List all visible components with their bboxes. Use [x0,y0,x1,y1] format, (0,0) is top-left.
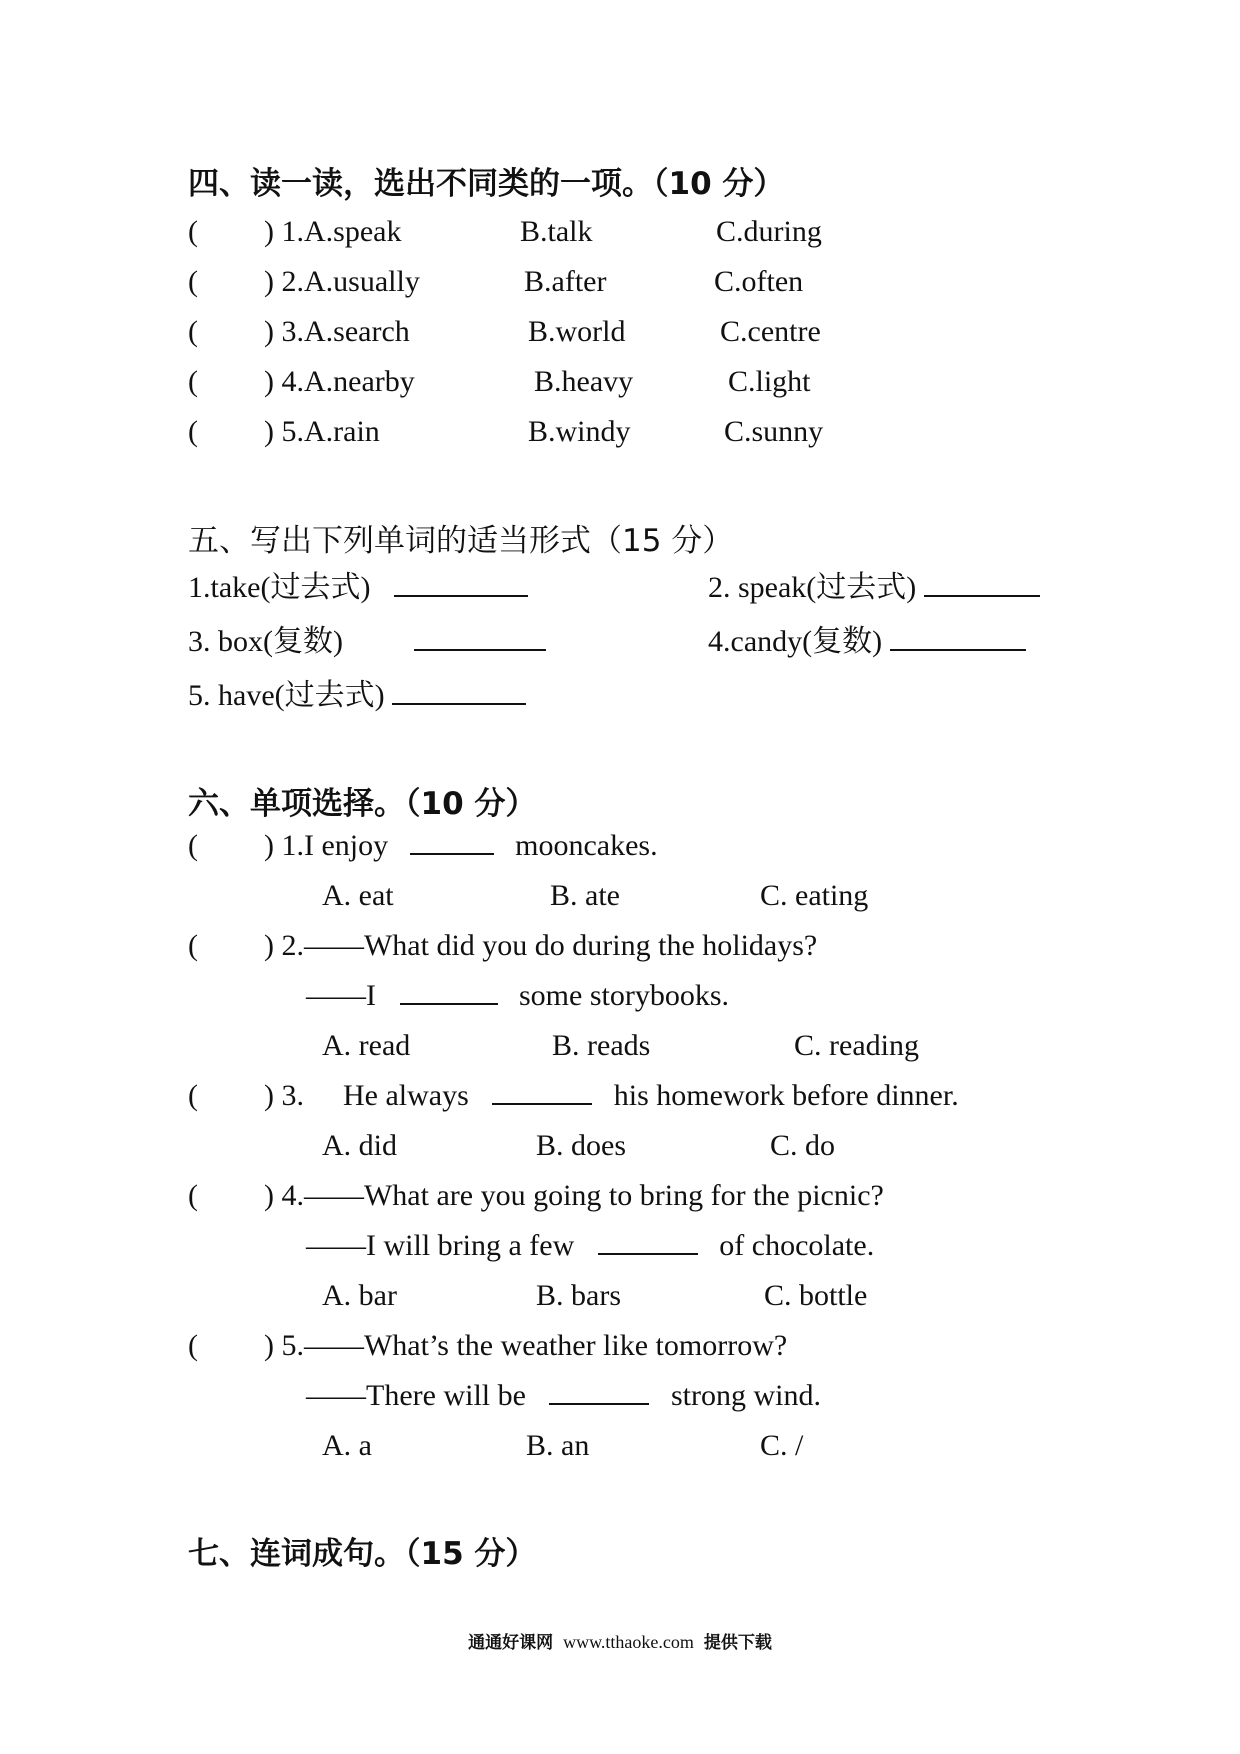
answer-blank[interactable] [392,677,526,705]
option-c: C. do [770,1129,836,1162]
option-b: B. an [526,1429,590,1462]
option-c: C. eating [760,879,869,912]
question-text [306,1376,821,1416]
answer-bracket: ( [188,415,198,448]
answer-blank[interactable] [924,569,1040,597]
word-form-item-1 [188,568,528,608]
word-form-label: 3. box(复数) [188,625,343,658]
footer-site-name: 通通好课网 [468,1633,554,1653]
option-a: A. did [322,1129,397,1162]
answer-bracket: ( [188,315,198,348]
item-option-a: ) 4.A.nearby [264,365,415,398]
question-prefix-text: ——I [306,979,376,1012]
item-option-a: ) 3.A.search [264,315,410,348]
word-form-item-4 [708,622,1026,662]
item-option-a: ) 2.A.usually [264,265,420,298]
option-b: B. bars [536,1279,621,1312]
option-b: B. ate [550,879,620,912]
item-option-c: C.light [728,365,811,398]
item-option-c: C.centre [720,315,821,348]
page-footer [0,1628,1240,1653]
question-text [264,826,658,866]
answer-blank[interactable] [492,1077,592,1105]
question-prefix-text: ——There will be [306,1379,526,1412]
answer-bracket: ( [188,829,198,862]
answer-blank[interactable] [598,1227,698,1255]
word-form-item-3 [188,622,546,662]
question-number-text: ) 2.——What did you do during the holidays? [264,929,818,962]
answer-bracket: ( [188,929,198,962]
answer-blank[interactable] [394,569,528,597]
option-c: C. reading [794,1029,919,1062]
item-option-b: B.heavy [534,365,634,398]
question-text [306,1226,874,1266]
question-number-text: ) 1.I enjoy [264,829,389,862]
word-form-label: 1.take(过去式) [188,571,371,604]
word-form-label: 2. speak(过去式) [708,571,917,604]
question-prefix-text: He always [343,1079,469,1112]
option-a: A. eat [322,879,394,912]
option-a: A. read [322,1029,411,1062]
question-text [306,976,729,1016]
answer-blank[interactable] [410,827,494,855]
question-tail-text: his homework before dinner. [613,1079,959,1112]
question-number-text: ) 5.——What’s the weather like tomorrow? [264,1329,788,1362]
item-option-c: C.during [716,215,822,248]
question-number-text: ) 3. [264,1079,304,1112]
item-option-b: B.world [528,315,626,348]
option-a: A. a [322,1429,372,1462]
footer-url[interactable]: www.tthaoke.com [563,1632,694,1652]
answer-bracket: ( [188,215,198,248]
question-prefix-text: ——I will bring a few [306,1229,575,1262]
item-option-b: B.windy [528,415,631,448]
answer-bracket: ( [188,265,198,298]
section-5-title: 五、写出下列单词的适当形式（15 分） [188,523,734,559]
item-option-c: C.sunny [724,415,824,448]
answer-bracket: ( [188,365,198,398]
answer-blank[interactable] [549,1377,649,1405]
item-option-c: C.often [714,265,804,298]
option-b: B. reads [552,1029,651,1062]
option-c: C. bottle [764,1279,868,1312]
question-tail-text: of chocolate. [719,1229,875,1262]
item-option-a: ) 1.A.speak [264,215,402,248]
section-7-title: 七、连词成句。（15 分） [188,1536,537,1572]
answer-bracket: ( [188,1179,198,1212]
word-form-item-2 [708,568,1040,608]
option-a: A. bar [322,1279,397,1312]
question-text [343,1076,959,1116]
question-tail-text: some storybooks. [519,979,729,1012]
footer-suffix: 提供下载 [703,1633,772,1653]
answer-bracket: ( [188,1329,198,1362]
answer-blank[interactable] [890,623,1026,651]
item-option-b: B.after [524,265,607,298]
item-option-b: B.talk [520,215,593,248]
question-tail-text: mooncakes. [515,829,658,862]
section-4-title: 四、读一读，选出不同类的一项。（10 分） [188,166,785,202]
word-form-label: 5. have(过去式) [188,679,385,712]
section-6-title: 六、单项选择。（10 分） [188,786,537,822]
question-tail-text: strong wind. [670,1379,821,1412]
word-form-item-5 [188,676,526,716]
question-number-text: ) 4.——What are you going to bring for the picnic? [264,1179,884,1212]
word-form-label: 4.candy(复数) [708,625,883,658]
item-option-a: ) 5.A.rain [264,415,380,448]
option-c: C. / [760,1429,804,1462]
answer-blank[interactable] [400,977,498,1005]
answer-bracket: ( [188,1079,198,1112]
option-b: B. does [536,1129,626,1162]
answer-blank[interactable] [414,623,546,651]
